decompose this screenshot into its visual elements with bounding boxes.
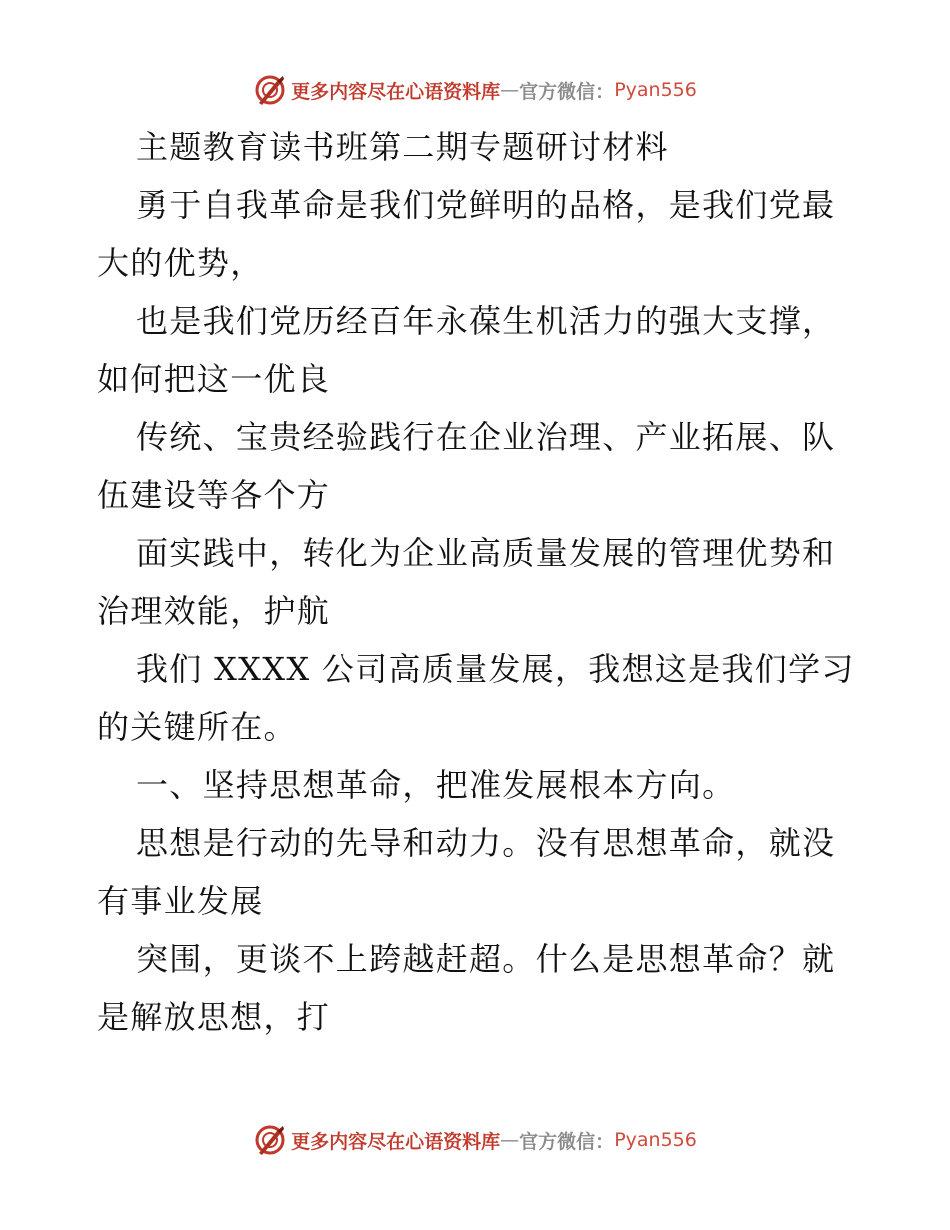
section-heading: 一、坚持思想革命，把准发展根本方向。: [136, 766, 736, 804]
text-line: 勇于自我革命是我们党鲜明的品格，是我们党最: [136, 186, 836, 224]
watermark-wechat-id: Pyan556: [614, 79, 697, 101]
watermark-text: 更多内容尽在心语资料库: [291, 1130, 501, 1153]
watermark-separator: —: [500, 79, 520, 101]
text-line: 传统、宝贵经验践行在企业治理、产业拓展、队: [136, 418, 836, 456]
text-line: 如何把这一优良: [97, 360, 331, 398]
text-line: 是解放思想，打: [97, 998, 331, 1036]
watermark-separator: —: [500, 1129, 520, 1151]
text-line: 治理效能，护航: [97, 592, 331, 630]
text-line: 突围，更谈不上跨越赶超。什么是思想革命？就: [136, 940, 836, 978]
watermark-text: 更多内容尽在心语资料库: [291, 80, 501, 103]
text-line: 我们 XXXX 公司高质量发展，我想这是我们学习: [136, 650, 855, 688]
document-body: [97, 118, 857, 1046]
watermark-wechat-label: 官方微信：: [519, 80, 615, 103]
text-line: 也是我们党历经百年永葆生机活力的强大支撑，: [136, 302, 836, 340]
text-line: 的关键所在。: [97, 708, 297, 746]
watermark-wechat-label: 官方微信：: [519, 1130, 615, 1153]
watermark-wechat-id: Pyan556: [614, 1129, 697, 1151]
header-watermark: [0, 70, 950, 110]
text-line: 伍建设等各个方: [97, 476, 331, 514]
quill-pen-logo-icon: [253, 73, 287, 107]
footer-watermark: [0, 1120, 950, 1160]
document-title: 主题教育读书班第二期专题研讨材料: [136, 128, 669, 166]
text-line: 有事业发展: [97, 882, 264, 920]
quill-pen-logo-icon: [253, 1123, 287, 1157]
text-line: 大的优势，: [97, 244, 264, 282]
text-line: 思想是行动的先导和动力。没有思想革命，就没: [136, 824, 836, 862]
text-line: 面实践中，转化为企业高质量发展的管理优势和: [136, 534, 836, 572]
